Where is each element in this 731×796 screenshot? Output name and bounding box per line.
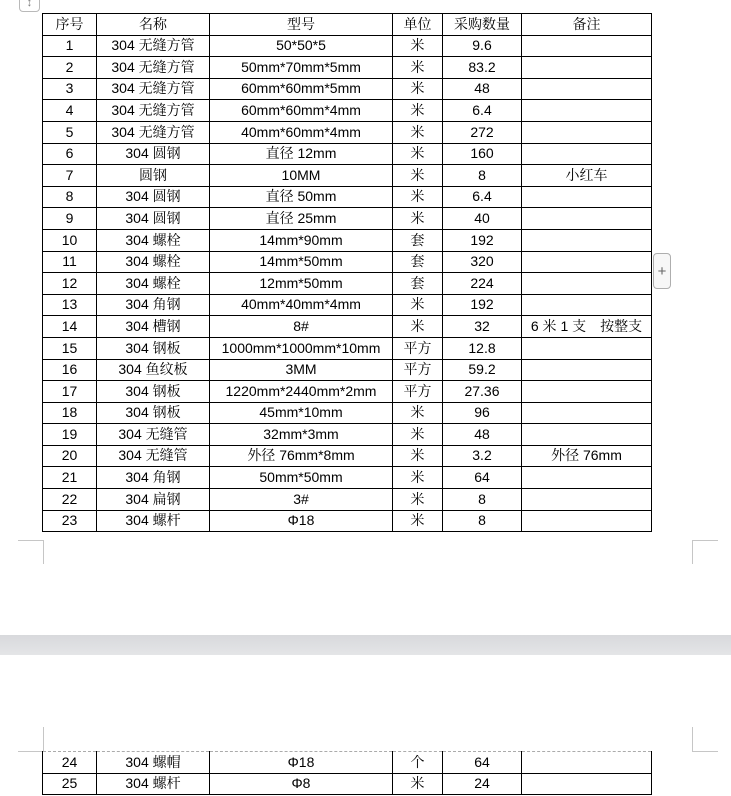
table-cell: 20 — [43, 445, 97, 467]
column-header: 序号 — [43, 14, 97, 36]
table-cell: 米 — [393, 186, 443, 208]
table-cell: 304 角钢 — [97, 294, 210, 316]
table-cell: 50mm*70mm*5mm — [210, 57, 393, 79]
table-cell: 272 — [443, 121, 522, 143]
table-cell: 米 — [393, 143, 443, 165]
page-margin-mark — [692, 727, 693, 752]
table-row — [43, 251, 652, 273]
table-cell: 15 — [43, 337, 97, 359]
table-cell: 304 圆钢 — [97, 186, 210, 208]
table-cell: 48 — [443, 424, 522, 446]
table-row — [43, 337, 652, 359]
table-cell: 圆钢 — [97, 165, 210, 187]
table-row — [43, 35, 652, 57]
page-margin-mark — [43, 727, 44, 752]
table-cell: 套 — [393, 251, 443, 273]
table-row — [43, 316, 652, 338]
table-cell: 米 — [393, 316, 443, 338]
table-cell: 12mm*50mm — [210, 273, 393, 295]
table-cell: 14 — [43, 316, 97, 338]
table-cell: 6.4 — [443, 100, 522, 122]
table-cell — [522, 273, 652, 295]
table-cell: 平方 — [393, 381, 443, 403]
table-body-page1 — [43, 35, 652, 532]
page-margin-mark — [18, 751, 44, 752]
table-cell — [522, 359, 652, 381]
table-cell: 米 — [393, 208, 443, 230]
table-cell: 50*50*5 — [210, 35, 393, 57]
page-margin-mark — [692, 540, 718, 541]
table-body-page2 — [43, 752, 652, 795]
table-row — [43, 424, 652, 446]
table-cell — [522, 57, 652, 79]
table-cell: 1000mm*1000mm*10mm — [210, 337, 393, 359]
table-cell: 7 — [43, 165, 97, 187]
table-cell: 6 — [43, 143, 97, 165]
table-cell: 6.4 — [443, 186, 522, 208]
table-cell: 304 角钢 — [97, 467, 210, 489]
table-cell: 米 — [393, 57, 443, 79]
table-row — [43, 208, 652, 230]
table-cell — [522, 510, 652, 532]
table-cell: 32 — [443, 316, 522, 338]
table-cell: 60mm*60mm*5mm — [210, 78, 393, 100]
table-cell: 304 鱼纹板 — [97, 359, 210, 381]
table-cell: 304 无缝方管 — [97, 121, 210, 143]
table-cell: 2 — [43, 57, 97, 79]
table-cell: 22 — [43, 489, 97, 511]
table-cell: 8 — [443, 165, 522, 187]
table-row — [43, 143, 652, 165]
table-cell — [522, 143, 652, 165]
table-cell: 304 无缝方管 — [97, 57, 210, 79]
table-cell: 60mm*60mm*4mm — [210, 100, 393, 122]
column-header: 名称 — [97, 14, 210, 36]
table-cell: 个 — [393, 752, 443, 774]
table-cell: 米 — [393, 402, 443, 424]
table-cell: 304 无缝方管 — [97, 78, 210, 100]
table-cell: 12.8 — [443, 337, 522, 359]
table-cell: 米 — [393, 294, 443, 316]
table-resize-handle[interactable] — [19, 0, 40, 12]
table-cell: 米 — [393, 510, 443, 532]
table-row — [43, 752, 652, 774]
table-cell: Φ8 — [210, 773, 393, 795]
table-cell — [522, 229, 652, 251]
table-cell — [522, 251, 652, 273]
table-cell: 3# — [210, 489, 393, 511]
table-header — [43, 14, 652, 36]
table-cell: 27.36 — [443, 381, 522, 403]
table-cell: 304 钢板 — [97, 381, 210, 403]
table-cell: 304 钢板 — [97, 402, 210, 424]
table-cell: 8# — [210, 316, 393, 338]
table-cell: 304 无缝方管 — [97, 100, 210, 122]
table-cell — [522, 294, 652, 316]
table-cell: 16 — [43, 359, 97, 381]
table-row — [43, 78, 652, 100]
table-cell: 6 米 1 支 按整支 — [522, 316, 652, 338]
table-cell — [522, 186, 652, 208]
table-row — [43, 445, 652, 467]
table-cell — [522, 424, 652, 446]
page-margin-mark — [692, 751, 718, 752]
table-cell: 米 — [393, 445, 443, 467]
table-row — [43, 489, 652, 511]
add-button[interactable] — [653, 253, 671, 289]
table-cell: 4 — [43, 100, 97, 122]
table-cell: 24 — [43, 752, 97, 774]
table-cell: 米 — [393, 489, 443, 511]
table-row — [43, 773, 652, 795]
table-cell: 21 — [43, 467, 97, 489]
table-cell: 192 — [443, 294, 522, 316]
table-cell: Φ18 — [210, 752, 393, 774]
table-cell: 192 — [443, 229, 522, 251]
table-cell — [522, 208, 652, 230]
table-cell: 9.6 — [443, 35, 522, 57]
table-cell: 304 螺帽 — [97, 752, 210, 774]
table-cell: 224 — [443, 273, 522, 295]
table-row — [43, 273, 652, 295]
table-cell: 64 — [443, 752, 522, 774]
table-row — [43, 381, 652, 403]
table-cell: 10 — [43, 229, 97, 251]
table-row — [43, 57, 652, 79]
table-cell: 1 — [43, 35, 97, 57]
table-cell: 10MM — [210, 165, 393, 187]
table-cell: 304 螺栓 — [97, 273, 210, 295]
table-row — [43, 121, 652, 143]
table-cell: 外径 76mm*8mm — [210, 445, 393, 467]
table-cell — [522, 467, 652, 489]
table-cell: 外径 76mm — [522, 445, 652, 467]
table-cell: 50mm*50mm — [210, 467, 393, 489]
table-cell: 32mm*3mm — [210, 424, 393, 446]
table-cell: 3 — [43, 78, 97, 100]
table-cell: 320 — [443, 251, 522, 273]
table-cell: 304 圆钢 — [97, 143, 210, 165]
table-cell: 5 — [43, 121, 97, 143]
table-cell: 平方 — [393, 359, 443, 381]
table-cell: 59.2 — [443, 359, 522, 381]
table-row — [43, 359, 652, 381]
table-cell: 304 槽钢 — [97, 316, 210, 338]
table-row — [43, 186, 652, 208]
plus-icon: + — [657, 262, 667, 280]
table-cell: 8 — [443, 510, 522, 532]
table-cell: 304 无缝管 — [97, 445, 210, 467]
table-cell: 19 — [43, 424, 97, 446]
table-cell: 14mm*50mm — [210, 251, 393, 273]
table-cell: 3MM — [210, 359, 393, 381]
table-cell: 套 — [393, 273, 443, 295]
table-cell: 48 — [443, 78, 522, 100]
table-cell: 直径 12mm — [210, 143, 393, 165]
table-cell: 17 — [43, 381, 97, 403]
table-cell: 14mm*90mm — [210, 229, 393, 251]
table-cell: 8 — [443, 489, 522, 511]
table-cell: 13 — [43, 294, 97, 316]
table-cell: 米 — [393, 121, 443, 143]
table-cell: 小红车 — [522, 165, 652, 187]
table-cell: 96 — [443, 402, 522, 424]
column-header: 型号 — [210, 14, 393, 36]
table-cell: 64 — [443, 467, 522, 489]
table-cell: 40 — [443, 208, 522, 230]
table-cell — [522, 489, 652, 511]
table-row — [43, 294, 652, 316]
table-cell: 304 螺杆 — [97, 773, 210, 795]
table-cell: 45mm*10mm — [210, 402, 393, 424]
table-row — [43, 510, 652, 532]
table-cell: 平方 — [393, 337, 443, 359]
table-cell: 1220mm*2440mm*2mm — [210, 381, 393, 403]
table-cell: 304 圆钢 — [97, 208, 210, 230]
table-cell — [522, 752, 652, 774]
table-cell: 米 — [393, 35, 443, 57]
table-cell — [522, 35, 652, 57]
table-header-row — [43, 14, 652, 36]
page-margin-mark — [18, 540, 44, 541]
table-cell: 304 钢板 — [97, 337, 210, 359]
column-header: 单位 — [393, 14, 443, 36]
table-cell — [522, 100, 652, 122]
page-margin-mark — [43, 540, 44, 564]
table-cell: 304 螺栓 — [97, 251, 210, 273]
table-cell — [522, 337, 652, 359]
table-cell: 米 — [393, 165, 443, 187]
table-cell: 40mm*60mm*4mm — [210, 121, 393, 143]
table-row — [43, 467, 652, 489]
table-cell: 18 — [43, 402, 97, 424]
table-cell: 304 无缝方管 — [97, 35, 210, 57]
column-header: 采购数量 — [443, 14, 522, 36]
table-cell: 米 — [393, 100, 443, 122]
table-row — [43, 229, 652, 251]
table-cell: 米 — [393, 424, 443, 446]
table-cell: 3.2 — [443, 445, 522, 467]
table-cell — [522, 121, 652, 143]
column-header: 备注 — [522, 14, 652, 36]
table-cell: 米 — [393, 773, 443, 795]
procurement-table-page1 — [42, 13, 652, 532]
table-cell: 9 — [43, 208, 97, 230]
up-down-arrow-icon: ↕ — [26, 0, 33, 9]
table-cell: 304 扁钢 — [97, 489, 210, 511]
table-row — [43, 402, 652, 424]
table-cell: 304 螺栓 — [97, 229, 210, 251]
table-cell: 24 — [443, 773, 522, 795]
table-cell: 8 — [43, 186, 97, 208]
table-cell: 米 — [393, 78, 443, 100]
table-cell: 83.2 — [443, 57, 522, 79]
table-cell: 11 — [43, 251, 97, 273]
table-cell: 直径 25mm — [210, 208, 393, 230]
table-cell — [522, 402, 652, 424]
table-cell: 米 — [393, 467, 443, 489]
page-margin-mark — [692, 540, 693, 564]
table-cell — [522, 773, 652, 795]
table-cell: 160 — [443, 143, 522, 165]
table-cell: 40mm*40mm*4mm — [210, 294, 393, 316]
table-cell: 304 螺杆 — [97, 510, 210, 532]
table-cell — [522, 78, 652, 100]
table-row — [43, 165, 652, 187]
table-cell: 23 — [43, 510, 97, 532]
page-break-gap — [0, 635, 731, 655]
table-cell: 直径 50mm — [210, 186, 393, 208]
table-cell: 套 — [393, 229, 443, 251]
table-cell: 304 无缝管 — [97, 424, 210, 446]
table-cell — [522, 381, 652, 403]
table-row — [43, 100, 652, 122]
procurement-table-page2 — [42, 751, 652, 795]
table-cell: Φ18 — [210, 510, 393, 532]
table-cell: 12 — [43, 273, 97, 295]
table-cell: 25 — [43, 773, 97, 795]
